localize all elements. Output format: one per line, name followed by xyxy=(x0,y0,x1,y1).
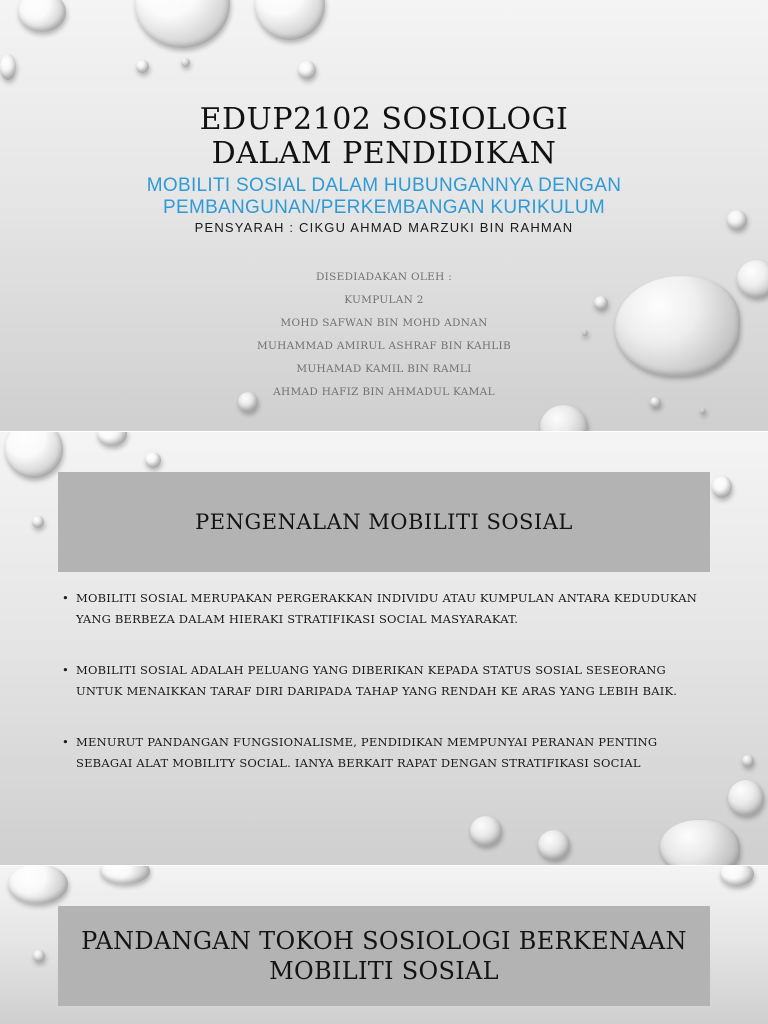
slide-heading xyxy=(58,906,710,1006)
title-line-2: DALAM PENDIDIKAN xyxy=(211,136,557,171)
bullet-item: • MOBILITI SOSIAL MERUPAKAN PERGERAKKAN INDIVIDU ATAU KUMPULAN ANTARA KEDUDUKAN YANG BERBEZA DALAM HIERAKI STRATIFIKASI SOCIAL MASYARAKAT. xyxy=(62,588,702,630)
member-name: MUHAMMAD AMIRUL ASHRAF BIN KAHLIB xyxy=(256,340,512,352)
slide-title[interactable] xyxy=(0,0,768,432)
bullet-list xyxy=(62,588,702,804)
prepared-by-label: DISEDIADAKAN OLEH : xyxy=(315,271,453,283)
title-line-1: EDUP2102 SOSIOLOGI xyxy=(199,102,569,137)
presentation-subtitle xyxy=(0,175,768,219)
slide-heading: PENGENALAN MOBILITI SOSIAL xyxy=(58,472,710,572)
presentation-title xyxy=(0,103,768,171)
group-label: KUMPULAN 2 xyxy=(344,294,424,306)
heading-line-2: MOBILITI SOSIAL xyxy=(269,957,499,985)
member-name: MUHAMAD KAMIL BIN RAMLI xyxy=(296,363,472,375)
subtitle-line-2: PEMBANGUNAN/PERKEMBANGAN KURIKULUM xyxy=(163,197,605,218)
member-name: AHMAD HAFIZ BIN AHMADUL KAMAL xyxy=(273,386,495,398)
bullet-item: • MOBILITI SOSIAL ADALAH PELUANG YANG DIBERIKAN KEPADA STATUS SOSIAL SESEORANG UNTUK MENAIKKAN TARAF DIRI DARIPADA TAHAP YANG RENDAH KE ARAS YANG LEBIH BAIK. xyxy=(62,660,702,702)
slide-sociologist-views[interactable] xyxy=(0,866,768,1024)
subtitle-line-1: MOBILITI SOSIAL DALAM HUBUNGANNYA DENGAN xyxy=(146,175,622,196)
credits-block xyxy=(0,266,768,404)
bullet-item: • MENURUT PANDANGAN FUNGSIONALISME, PENDIDIKAN MEMPUNYAI PERANAN PENTING SEBAGAI ALAT MOBILITY SOCIAL. IANYA BERKAIT RAPAT DENGAN STRATIFIKASI SOCIAL xyxy=(62,732,702,774)
heading-line-1: PANDANGAN TOKOH SOSIOLOGI BERKENAAN xyxy=(81,927,687,955)
member-name: MOHD SAFWAN BIN MOHD ADNAN xyxy=(280,317,488,329)
lecturer-name: PENSYARAH : CIKGU AHMAD MARZUKI BIN RAHMAN xyxy=(194,220,574,235)
slide-introduction[interactable] xyxy=(0,432,768,866)
